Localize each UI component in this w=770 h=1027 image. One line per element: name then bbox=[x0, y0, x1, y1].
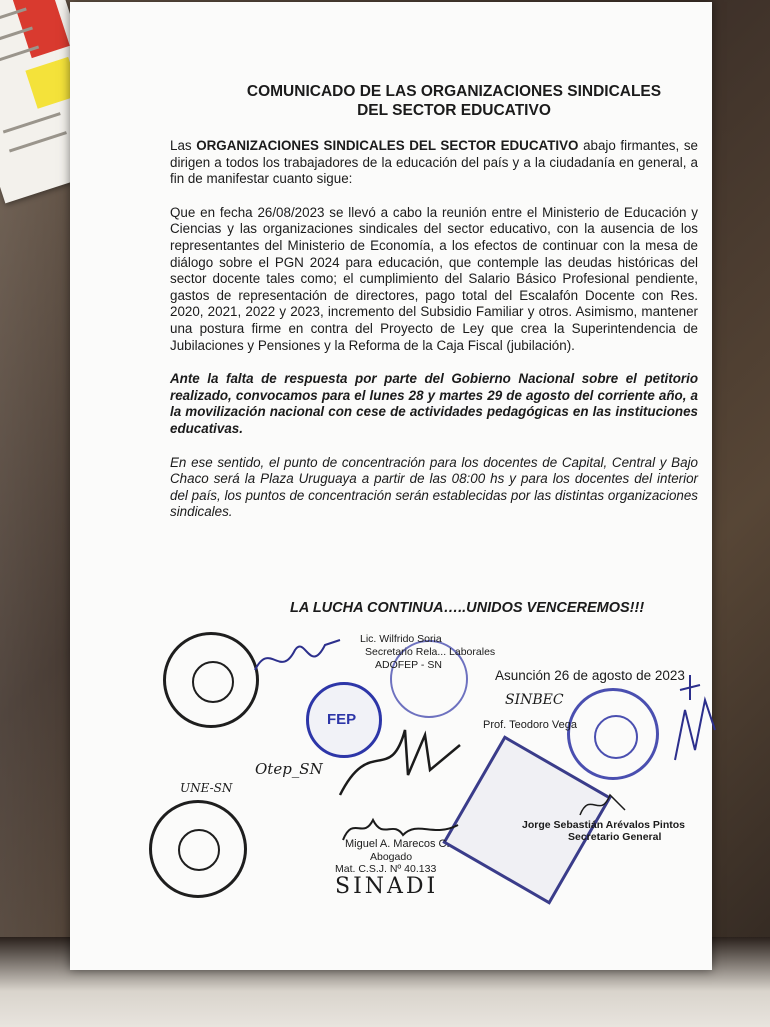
receipt-line bbox=[9, 131, 67, 152]
paragraph-concentration: En ese sentido, el punto de concentración para los docentes de Capital, Central y Bajo Chaco será la Plaza Uruguaya a partir de las 08:00 hs y para los docentes del interior del país, los puntos de concentración serán establecidas por las distintas organizaciones sindicales. bbox=[170, 454, 698, 520]
vega-name: Prof. Teodoro Vega bbox=[483, 719, 577, 731]
marecos-matricula: Mat. C.S.J. Nº 40.133 bbox=[335, 863, 437, 875]
intro-strong: ORGANIZACIONES SINDICALES DEL SECTOR EDUCATIVO bbox=[196, 138, 579, 153]
place-date: Asunción 26 de agosto de 2023 bbox=[495, 668, 685, 683]
sinbec-handwritten: SINBEC bbox=[505, 692, 564, 708]
intro-paragraph bbox=[170, 138, 698, 188]
soria-name: Lic. Wilfrido Soria bbox=[360, 633, 442, 645]
arevalos-role: Secretario General bbox=[568, 831, 662, 843]
une-sn-stamp bbox=[163, 632, 259, 728]
une-sn-stamp-2 bbox=[149, 800, 247, 898]
marecos-name: Miguel A. Marecos C. bbox=[345, 838, 450, 850]
une-sn-handwritten: UNE-SN bbox=[180, 781, 233, 795]
title-line-1: COMUNICADO DE LAS ORGANIZACIONES SINDICALES bbox=[246, 83, 662, 100]
title-line-2: DEL SECTOR EDUCATIVO bbox=[357, 102, 551, 119]
fep-stamp-label: FEP bbox=[327, 711, 357, 728]
document-title bbox=[210, 82, 698, 120]
soria-role: Secretario Rela... Laborales bbox=[365, 646, 496, 658]
otep-sn-handwritten: Otep_SN bbox=[255, 760, 323, 778]
receipt-line bbox=[3, 112, 61, 133]
document-body bbox=[170, 82, 698, 538]
marecos-role: Abogado bbox=[370, 851, 413, 863]
soria-org: ADOFEP - SN bbox=[375, 659, 442, 671]
intro-rest: abajo firmantes, se dirigen a todos los trabajadores de la educación del país y a la ciudadanía en general, a fin de manifestar cuanto sigue: bbox=[170, 138, 698, 187]
sinadi-handwritten: SINADI bbox=[335, 874, 439, 899]
paragraph-mobilization: Ante la falta de respuesta por parte del Gobierno Nacional sobre el petitorio realizado, convocamos para el lunes 28 y martes 29 de agosto del corriente año, a la movilización nacional con cese de actividades pedagógicas en las instituciones educativas. bbox=[170, 371, 698, 436]
intro-lead: Las bbox=[170, 138, 192, 153]
arevalos-name: Jorge Sebastián Arévalos Pintos bbox=[522, 819, 686, 831]
slogan: LA LUCHA CONTINUA…..UNIDOS VENCEREMOS!!! bbox=[290, 600, 645, 616]
oteps-stamp bbox=[567, 688, 659, 780]
fep-stamp bbox=[306, 682, 382, 758]
paragraph-meeting: Que en fecha 26/08/2023 se llevó a cabo la reunión entre el Ministerio de Educación y Ciencias y las organizaciones sindicales del sector educativo, con la ausencia de los representantes del Ministerio de Economía, a los efectos de continuar con la mesa de diálogo sobre el PGN 2024 para educación, que contemple las deudas históricas del sector docente tales como; el cumplimiento del Salario Básico Profesional pendiente, gastos de representación de directores, pago total del Escalafón Docente con Res. 2020, 2021, 2022 y 2023, incremento del Subsidio Familiar y otros. Asimismo, mantener una postura firme en contra del Proyecto de Ley que crea la Superintendencia de Jubilaciones y Pensiones y la Reforma de la Caja Fiscal (jubilación). bbox=[170, 204, 698, 353]
